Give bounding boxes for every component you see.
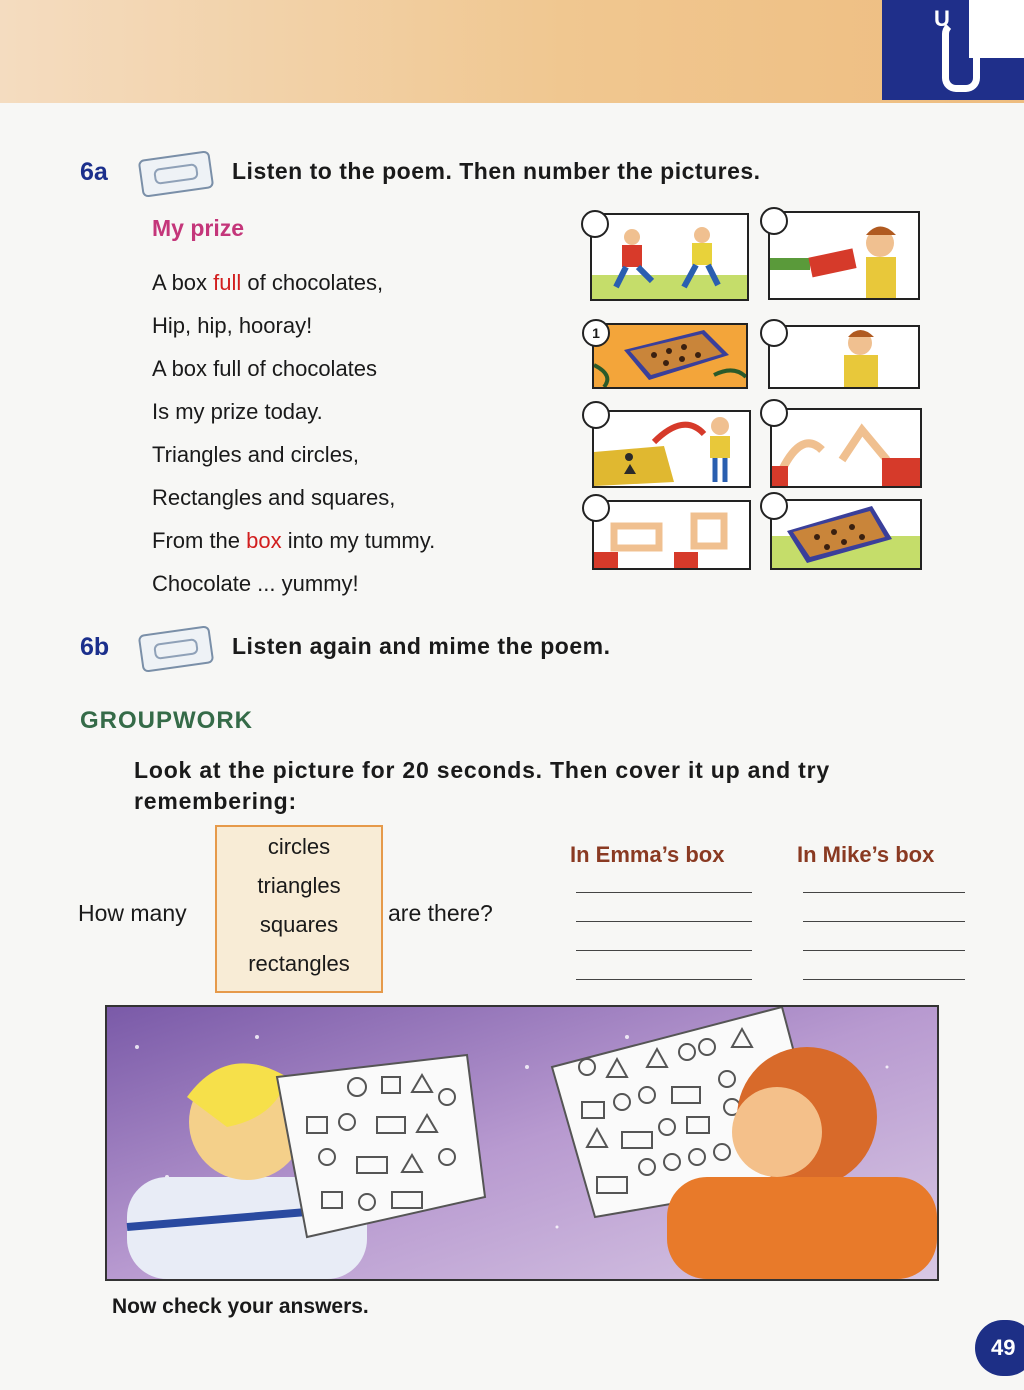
- poem-line: [152, 442, 359, 468]
- picture-boy-eating: [768, 325, 920, 389]
- scene-svg: [107, 1007, 937, 1279]
- exercise-6b-instruction: Listen again and mime the poem.: [232, 633, 611, 659]
- groupwork-instruction: Look at the picture for 20 seconds. Then cover it up and try remembering:: [134, 757, 830, 814]
- answer-line[interactable]: [803, 950, 965, 951]
- unit-letter: U: [934, 6, 950, 31]
- picture-jumping-kids: [590, 213, 749, 301]
- cassette-icon: [138, 150, 215, 198]
- answer-line[interactable]: [576, 892, 752, 893]
- exercise-6b-number: 6b: [80, 633, 110, 661]
- option-triangles: triangles: [257, 873, 341, 898]
- poem-line: [152, 571, 359, 597]
- picture-hands-triangle: [770, 408, 922, 488]
- poem-line: [152, 485, 395, 511]
- jumping-kids-illustration: [592, 215, 747, 299]
- poem-line-text: A box: [152, 270, 214, 295]
- children-with-boxes-illustration: [105, 1005, 939, 1281]
- answer-circle[interactable]: [760, 207, 788, 235]
- exercise-6a-number: 6a: [80, 158, 108, 186]
- poem-line-text: Rectangles and squares,: [152, 485, 396, 510]
- column-mike: In Mike’s box: [797, 842, 935, 867]
- answer-circle[interactable]: [760, 319, 788, 347]
- answer-circle[interactable]: [582, 401, 610, 429]
- chocolate-box-closeup-illustration: [772, 501, 920, 568]
- poem-line-text: A box full of chocolates: [152, 356, 378, 381]
- poem-title: My prize: [152, 215, 245, 241]
- gift-illustration: [770, 213, 918, 298]
- triangle-illustration: [594, 412, 749, 486]
- hands-square-illustration: [594, 502, 749, 568]
- check-answers-text: Now check your answers.: [112, 1295, 369, 1318]
- answer-line[interactable]: [803, 921, 965, 922]
- picture-chocolate-box: [770, 499, 922, 570]
- answer-line[interactable]: [803, 892, 965, 893]
- picture-receiving-gift: [768, 211, 920, 300]
- option-squares: squares: [259, 912, 339, 937]
- answer-circle-example: 1: [582, 319, 610, 347]
- chocolate-box-illustration: [594, 325, 746, 387]
- boy-eating-illustration: [770, 327, 918, 387]
- shape-options-box: [215, 825, 383, 993]
- poem-line-text: of chocolates,: [241, 270, 384, 295]
- poem-line-text: Chocolate ... yummy!: [152, 571, 359, 596]
- poem-line: [152, 528, 435, 554]
- groupwork-heading: GROUPWORK: [80, 707, 253, 734]
- are-there-label: are there?: [388, 900, 493, 926]
- answer-circle[interactable]: [760, 492, 788, 520]
- header-band: [0, 0, 1024, 103]
- answer-line[interactable]: [576, 921, 752, 922]
- answer-line[interactable]: [576, 950, 752, 951]
- answer-circle[interactable]: [582, 494, 610, 522]
- answer-circle[interactable]: [760, 399, 788, 427]
- picture-chocolate-box-open: [592, 323, 748, 389]
- option-rectangles: rectangles: [248, 951, 350, 976]
- unit-tab: [882, 0, 1024, 100]
- how-many-label: How many: [78, 900, 187, 926]
- answer-line[interactable]: [803, 979, 965, 980]
- poem-line: [152, 270, 383, 296]
- exercise-6a-instruction: Listen to the poem. Then number the pictures.: [232, 158, 761, 184]
- option-circles: circles: [267, 834, 331, 859]
- poem-line-text: Is my prize today.: [152, 399, 323, 424]
- answer-circle[interactable]: [581, 210, 609, 238]
- poem-line-text: into my tummy.: [281, 528, 436, 553]
- picture-triangle-to-boy: [592, 410, 751, 488]
- poem-line: [152, 313, 312, 339]
- poem-highlight-word: full: [213, 270, 242, 295]
- column-emma: In Emma’s box: [570, 842, 725, 867]
- picture-hands-square: [592, 500, 751, 570]
- poem-line: [152, 399, 323, 425]
- poem-line-text: From the: [152, 528, 247, 553]
- poem-line-text: Hip, hip, hooray!: [152, 313, 313, 338]
- poem-highlight-word: box: [246, 528, 282, 553]
- unit-tab-cutout: [969, 0, 1024, 58]
- answer-line[interactable]: [576, 979, 752, 980]
- page-number: 49: [975, 1320, 1024, 1376]
- poem-line: [152, 356, 377, 382]
- poem-line-text: Triangles and circles,: [152, 442, 360, 467]
- cassette-icon: [138, 625, 215, 673]
- hands-triangle-illustration: [772, 410, 920, 486]
